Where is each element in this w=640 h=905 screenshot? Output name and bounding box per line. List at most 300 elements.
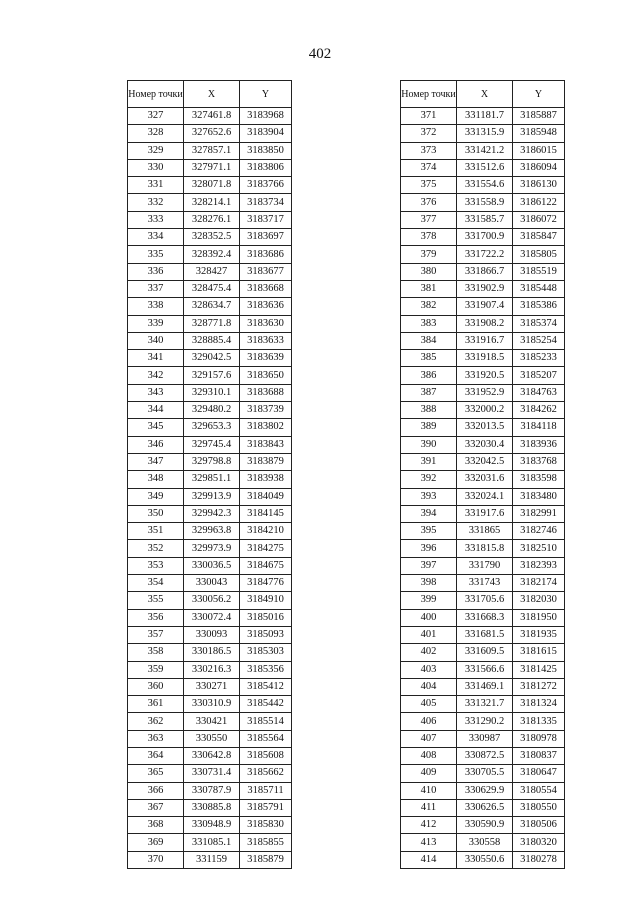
table-row — [401, 626, 565, 643]
point-number-cell: 356 — [128, 609, 184, 626]
x-coordinate-cell: 329973.9 — [184, 540, 240, 557]
x-coordinate-cell: 331705.6 — [457, 592, 513, 609]
x-coordinate-cell: 329157.6 — [184, 367, 240, 384]
y-coordinate-cell: 3185514 — [240, 713, 292, 730]
table-row — [128, 592, 292, 609]
point-number-cell: 414 — [401, 851, 457, 868]
point-number-cell: 410 — [401, 782, 457, 799]
x-coordinate-cell: 330056.2 — [184, 592, 240, 609]
point-number-cell: 381 — [401, 280, 457, 297]
point-number-cell: 345 — [128, 419, 184, 436]
point-number-cell: 368 — [128, 817, 184, 834]
x-coordinate-cell: 328885.4 — [184, 332, 240, 349]
x-coordinate-cell: 331815.8 — [457, 540, 513, 557]
y-coordinate-cell: 3185093 — [240, 626, 292, 643]
table-row — [128, 782, 292, 799]
point-number-cell: 365 — [128, 765, 184, 782]
x-coordinate-cell: 331907.4 — [457, 298, 513, 315]
point-number-cell: 376 — [401, 194, 457, 211]
x-coordinate-cell: 330072.4 — [184, 609, 240, 626]
table-row — [401, 747, 565, 764]
table-row — [401, 609, 565, 626]
table-row — [401, 730, 565, 747]
x-coordinate-cell: 329653.3 — [184, 419, 240, 436]
table-row — [128, 246, 292, 263]
point-number-cell: 378 — [401, 229, 457, 246]
y-coordinate-cell: 3183802 — [240, 419, 292, 436]
point-number-cell: 409 — [401, 765, 457, 782]
table-row — [128, 471, 292, 488]
point-number-cell: 344 — [128, 402, 184, 419]
x-coordinate-cell: 329942.3 — [184, 505, 240, 522]
y-coordinate-cell: 3183650 — [240, 367, 292, 384]
x-coordinate-cell: 327971.1 — [184, 159, 240, 176]
x-coordinate-cell: 328771.8 — [184, 315, 240, 332]
table-row — [401, 367, 565, 384]
x-coordinate-cell: 332031.6 — [457, 471, 513, 488]
point-number-cell: 337 — [128, 280, 184, 297]
table-row — [128, 505, 292, 522]
x-coordinate-cell: 331554.6 — [457, 177, 513, 194]
x-coordinate-cell: 328352.5 — [184, 229, 240, 246]
x-coordinate-cell: 332013.5 — [457, 419, 513, 436]
point-number-cell: 361 — [128, 696, 184, 713]
x-coordinate-cell: 331866.7 — [457, 263, 513, 280]
table-row — [401, 782, 565, 799]
x-coordinate-cell: 329913.9 — [184, 488, 240, 505]
table-row — [128, 211, 292, 228]
table-row — [128, 419, 292, 436]
x-coordinate-cell: 327461.8 — [184, 108, 240, 125]
table-row — [128, 644, 292, 661]
x-coordinate-cell: 328392.4 — [184, 246, 240, 263]
y-coordinate-cell: 3185830 — [240, 817, 292, 834]
x-coordinate-cell: 332030.4 — [457, 436, 513, 453]
y-coordinate-cell: 3186094 — [513, 159, 565, 176]
y-coordinate-cell: 3184910 — [240, 592, 292, 609]
table-row — [128, 817, 292, 834]
point-number-cell: 351 — [128, 523, 184, 540]
x-coordinate-cell: 330550 — [184, 730, 240, 747]
header-point-number: Номер точки — [401, 81, 457, 108]
x-coordinate-cell: 330872.5 — [457, 747, 513, 764]
table-row — [401, 817, 565, 834]
point-number-cell: 413 — [401, 834, 457, 851]
table-row — [128, 713, 292, 730]
y-coordinate-cell: 3184049 — [240, 488, 292, 505]
point-number-cell: 370 — [128, 851, 184, 868]
table-row — [401, 194, 565, 211]
header-row — [401, 81, 565, 108]
x-coordinate-cell: 331952.9 — [457, 384, 513, 401]
point-number-cell: 385 — [401, 350, 457, 367]
x-coordinate-cell: 331668.3 — [457, 609, 513, 626]
page-number: 402 — [308, 46, 332, 62]
table-row — [128, 747, 292, 764]
x-coordinate-cell: 331085.1 — [184, 834, 240, 851]
x-coordinate-cell: 331902.9 — [457, 280, 513, 297]
table-row — [401, 211, 565, 228]
y-coordinate-cell: 3183850 — [240, 142, 292, 159]
table-row — [128, 851, 292, 868]
x-coordinate-cell: 328427 — [184, 263, 240, 280]
x-coordinate-cell: 331315.9 — [457, 125, 513, 142]
x-coordinate-cell: 329480.2 — [184, 402, 240, 419]
x-coordinate-cell: 328214.1 — [184, 194, 240, 211]
table-row — [128, 436, 292, 453]
table-row — [128, 159, 292, 176]
point-number-cell: 366 — [128, 782, 184, 799]
point-number-cell: 354 — [128, 575, 184, 592]
point-number-cell: 401 — [401, 626, 457, 643]
y-coordinate-cell: 3183636 — [240, 298, 292, 315]
header-y: Y — [513, 81, 565, 108]
point-number-cell: 343 — [128, 384, 184, 401]
x-coordinate-cell: 328276.1 — [184, 211, 240, 228]
point-number-cell: 382 — [401, 298, 457, 315]
x-coordinate-cell: 331743 — [457, 575, 513, 592]
table-row — [401, 246, 565, 263]
y-coordinate-cell: 3183677 — [240, 263, 292, 280]
point-number-cell: 396 — [401, 540, 457, 557]
x-coordinate-cell: 332042.5 — [457, 453, 513, 470]
point-number-cell: 341 — [128, 350, 184, 367]
x-coordinate-cell: 330043 — [184, 575, 240, 592]
y-coordinate-cell: 3184776 — [240, 575, 292, 592]
y-coordinate-cell: 3186015 — [513, 142, 565, 159]
point-number-cell: 392 — [401, 471, 457, 488]
x-coordinate-cell: 331321.7 — [457, 696, 513, 713]
x-coordinate-cell: 330310.9 — [184, 696, 240, 713]
table-row — [401, 177, 565, 194]
x-coordinate-cell: 328475.4 — [184, 280, 240, 297]
table-row — [401, 540, 565, 557]
header-y: Y — [240, 81, 292, 108]
table-row — [401, 280, 565, 297]
x-coordinate-cell: 331290.2 — [457, 713, 513, 730]
point-number-cell: 342 — [128, 367, 184, 384]
point-number-cell: 383 — [401, 315, 457, 332]
table-row — [128, 696, 292, 713]
table-row — [401, 384, 565, 401]
y-coordinate-cell: 3183768 — [513, 453, 565, 470]
y-coordinate-cell: 3185412 — [240, 678, 292, 695]
table-row — [401, 125, 565, 142]
point-number-cell: 387 — [401, 384, 457, 401]
x-coordinate-cell: 330987 — [457, 730, 513, 747]
x-coordinate-cell: 330787.9 — [184, 782, 240, 799]
y-coordinate-cell: 3182510 — [513, 540, 565, 557]
point-number-cell: 399 — [401, 592, 457, 609]
x-coordinate-cell: 328071.8 — [184, 177, 240, 194]
y-coordinate-cell: 3184118 — [513, 419, 565, 436]
header-x: X — [184, 81, 240, 108]
point-number-cell: 372 — [401, 125, 457, 142]
point-number-cell: 327 — [128, 108, 184, 125]
y-coordinate-cell: 3185608 — [240, 747, 292, 764]
table-row — [128, 315, 292, 332]
y-coordinate-cell: 3185356 — [240, 661, 292, 678]
table-row — [401, 350, 565, 367]
x-coordinate-cell: 327857.1 — [184, 142, 240, 159]
y-coordinate-cell: 3183734 — [240, 194, 292, 211]
point-number-cell: 398 — [401, 575, 457, 592]
x-coordinate-cell: 329310.1 — [184, 384, 240, 401]
x-coordinate-cell: 331421.2 — [457, 142, 513, 159]
x-coordinate-cell: 330626.5 — [457, 799, 513, 816]
table-row — [128, 194, 292, 211]
table-row — [401, 263, 565, 280]
x-coordinate-cell: 329745.4 — [184, 436, 240, 453]
x-coordinate-cell: 330186.5 — [184, 644, 240, 661]
point-number-cell: 332 — [128, 194, 184, 211]
point-number-cell: 334 — [128, 229, 184, 246]
y-coordinate-cell: 3183879 — [240, 453, 292, 470]
point-number-cell: 360 — [128, 678, 184, 695]
y-coordinate-cell: 3185303 — [240, 644, 292, 661]
x-coordinate-cell: 331700.9 — [457, 229, 513, 246]
y-coordinate-cell: 3185711 — [240, 782, 292, 799]
point-number-cell: 375 — [401, 177, 457, 194]
x-coordinate-cell: 331558.9 — [457, 194, 513, 211]
table-row — [401, 834, 565, 851]
y-coordinate-cell: 3185254 — [513, 332, 565, 349]
point-number-cell: 352 — [128, 540, 184, 557]
point-number-cell: 367 — [128, 799, 184, 816]
y-coordinate-cell: 3183686 — [240, 246, 292, 263]
point-number-cell: 400 — [401, 609, 457, 626]
table-row — [401, 108, 565, 125]
y-coordinate-cell: 3185016 — [240, 609, 292, 626]
y-coordinate-cell: 3183904 — [240, 125, 292, 142]
y-coordinate-cell: 3181935 — [513, 626, 565, 643]
table-row — [128, 177, 292, 194]
x-coordinate-cell: 328634.7 — [184, 298, 240, 315]
point-number-cell: 391 — [401, 453, 457, 470]
y-coordinate-cell: 3183668 — [240, 280, 292, 297]
table-row — [128, 108, 292, 125]
y-coordinate-cell: 3182393 — [513, 557, 565, 574]
table-row — [401, 592, 565, 609]
x-coordinate-cell: 330421 — [184, 713, 240, 730]
x-coordinate-cell: 331681.5 — [457, 626, 513, 643]
table-row — [128, 142, 292, 159]
table-row — [401, 799, 565, 816]
point-number-cell: 403 — [401, 661, 457, 678]
point-number-cell: 346 — [128, 436, 184, 453]
y-coordinate-cell: 3185855 — [240, 834, 292, 851]
table-row — [128, 263, 292, 280]
table-row — [128, 834, 292, 851]
header-point-number: Номер точки — [128, 81, 184, 108]
table-row — [128, 540, 292, 557]
y-coordinate-cell: 3185564 — [240, 730, 292, 747]
y-coordinate-cell: 3180837 — [513, 747, 565, 764]
point-number-cell: 390 — [401, 436, 457, 453]
y-coordinate-cell: 3182991 — [513, 505, 565, 522]
x-coordinate-cell: 331918.5 — [457, 350, 513, 367]
y-coordinate-cell: 3183843 — [240, 436, 292, 453]
table-row — [401, 523, 565, 540]
table-row — [401, 851, 565, 868]
x-coordinate-cell: 329798.8 — [184, 453, 240, 470]
y-coordinate-cell: 3180554 — [513, 782, 565, 799]
table-row — [401, 229, 565, 246]
table-row — [401, 402, 565, 419]
table-row — [128, 402, 292, 419]
point-number-cell: 328 — [128, 125, 184, 142]
table-row — [401, 713, 565, 730]
table-row — [401, 315, 565, 332]
x-coordinate-cell: 330642.8 — [184, 747, 240, 764]
x-coordinate-cell: 331159 — [184, 851, 240, 868]
y-coordinate-cell: 3183697 — [240, 229, 292, 246]
point-number-cell: 411 — [401, 799, 457, 816]
y-coordinate-cell: 3183766 — [240, 177, 292, 194]
table-row — [128, 229, 292, 246]
y-coordinate-cell: 3183633 — [240, 332, 292, 349]
y-coordinate-cell: 3183598 — [513, 471, 565, 488]
coordinates-table-left — [127, 80, 292, 869]
x-coordinate-cell: 330550.6 — [457, 851, 513, 868]
point-number-cell: 333 — [128, 211, 184, 228]
y-coordinate-cell: 3183688 — [240, 384, 292, 401]
point-number-cell: 395 — [401, 523, 457, 540]
header-x: X — [457, 81, 513, 108]
point-number-cell: 408 — [401, 747, 457, 764]
x-coordinate-cell: 331585.7 — [457, 211, 513, 228]
table-row — [128, 609, 292, 626]
point-number-cell: 380 — [401, 263, 457, 280]
y-coordinate-cell: 3185805 — [513, 246, 565, 263]
y-coordinate-cell: 3183806 — [240, 159, 292, 176]
table-row — [128, 350, 292, 367]
point-number-cell: 331 — [128, 177, 184, 194]
table-row — [401, 298, 565, 315]
point-number-cell: 405 — [401, 696, 457, 713]
x-coordinate-cell: 327652.6 — [184, 125, 240, 142]
x-coordinate-cell: 332024.1 — [457, 488, 513, 505]
y-coordinate-cell: 3185879 — [240, 851, 292, 868]
point-number-cell: 407 — [401, 730, 457, 747]
y-coordinate-cell: 3185948 — [513, 125, 565, 142]
point-number-cell: 335 — [128, 246, 184, 263]
y-coordinate-cell: 3180550 — [513, 799, 565, 816]
y-coordinate-cell: 3184145 — [240, 505, 292, 522]
y-coordinate-cell: 3183936 — [513, 436, 565, 453]
point-number-cell: 339 — [128, 315, 184, 332]
point-number-cell: 374 — [401, 159, 457, 176]
table-row — [401, 644, 565, 661]
y-coordinate-cell: 3182746 — [513, 523, 565, 540]
point-number-cell: 412 — [401, 817, 457, 834]
table-row — [401, 471, 565, 488]
y-coordinate-cell: 3181272 — [513, 678, 565, 695]
y-coordinate-cell: 3185887 — [513, 108, 565, 125]
point-number-cell: 338 — [128, 298, 184, 315]
point-number-cell: 329 — [128, 142, 184, 159]
table-row — [128, 661, 292, 678]
table-row — [128, 488, 292, 505]
point-number-cell: 373 — [401, 142, 457, 159]
y-coordinate-cell: 3185791 — [240, 799, 292, 816]
y-coordinate-cell: 3185847 — [513, 229, 565, 246]
y-coordinate-cell: 3183630 — [240, 315, 292, 332]
table-row — [401, 765, 565, 782]
y-coordinate-cell: 3180320 — [513, 834, 565, 851]
point-number-cell: 362 — [128, 713, 184, 730]
y-coordinate-cell: 3184262 — [513, 402, 565, 419]
point-number-cell: 371 — [401, 108, 457, 125]
x-coordinate-cell: 331790 — [457, 557, 513, 574]
point-number-cell: 402 — [401, 644, 457, 661]
point-number-cell: 394 — [401, 505, 457, 522]
table-row — [401, 505, 565, 522]
table-row — [401, 661, 565, 678]
table-row — [128, 765, 292, 782]
point-number-cell: 369 — [128, 834, 184, 851]
x-coordinate-cell: 329851.1 — [184, 471, 240, 488]
table-row — [128, 298, 292, 315]
header-row — [128, 81, 292, 108]
x-coordinate-cell: 330036.5 — [184, 557, 240, 574]
y-coordinate-cell: 3185519 — [513, 263, 565, 280]
point-number-cell: 377 — [401, 211, 457, 228]
x-coordinate-cell: 330629.9 — [457, 782, 513, 799]
table-row — [401, 453, 565, 470]
point-number-cell: 348 — [128, 471, 184, 488]
table-row — [401, 142, 565, 159]
table-row — [401, 696, 565, 713]
table-row — [128, 367, 292, 384]
table-row — [128, 280, 292, 297]
y-coordinate-cell: 3183938 — [240, 471, 292, 488]
y-coordinate-cell: 3185662 — [240, 765, 292, 782]
table-row — [401, 332, 565, 349]
x-coordinate-cell: 331865 — [457, 523, 513, 540]
table-row — [401, 436, 565, 453]
table-row — [128, 575, 292, 592]
point-number-cell: 379 — [401, 246, 457, 263]
x-coordinate-cell: 331917.6 — [457, 505, 513, 522]
point-number-cell: 393 — [401, 488, 457, 505]
x-coordinate-cell: 330590.9 — [457, 817, 513, 834]
y-coordinate-cell: 3184210 — [240, 523, 292, 540]
x-coordinate-cell: 329963.8 — [184, 523, 240, 540]
point-number-cell: 349 — [128, 488, 184, 505]
table-row — [128, 730, 292, 747]
x-coordinate-cell: 330948.9 — [184, 817, 240, 834]
y-coordinate-cell: 3186130 — [513, 177, 565, 194]
point-number-cell: 355 — [128, 592, 184, 609]
table-row — [128, 557, 292, 574]
y-coordinate-cell: 3183739 — [240, 402, 292, 419]
coordinates-table-right — [400, 80, 565, 869]
y-coordinate-cell: 3183639 — [240, 350, 292, 367]
x-coordinate-cell: 331566.6 — [457, 661, 513, 678]
y-coordinate-cell: 3185233 — [513, 350, 565, 367]
x-coordinate-cell: 330705.5 — [457, 765, 513, 782]
table-row — [401, 678, 565, 695]
x-coordinate-cell: 330885.8 — [184, 799, 240, 816]
y-coordinate-cell: 3181425 — [513, 661, 565, 678]
y-coordinate-cell: 3183968 — [240, 108, 292, 125]
y-coordinate-cell: 3185448 — [513, 280, 565, 297]
table-row — [401, 159, 565, 176]
point-number-cell: 397 — [401, 557, 457, 574]
point-number-cell: 347 — [128, 453, 184, 470]
y-coordinate-cell: 3183717 — [240, 211, 292, 228]
